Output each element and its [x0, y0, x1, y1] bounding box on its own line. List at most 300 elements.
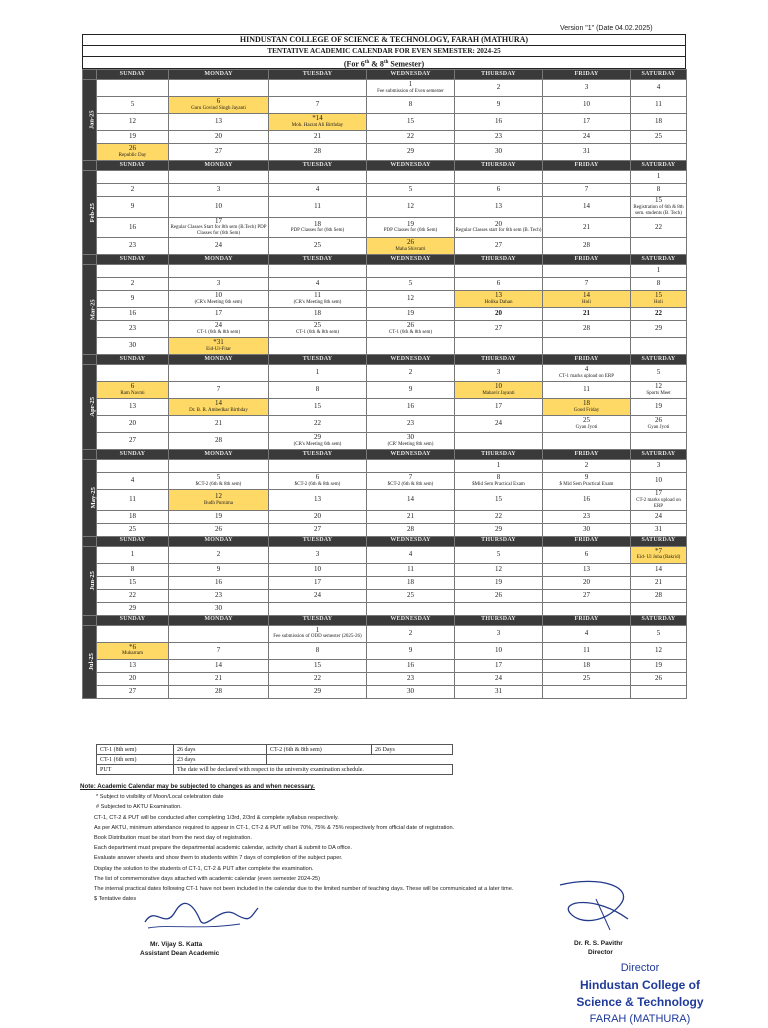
day-cell: [631, 510, 687, 523]
day-cell: [543, 171, 631, 184]
day-cell: [631, 460, 687, 473]
day-number: 2: [496, 83, 501, 92]
day-cell: [631, 321, 687, 338]
day-cell: [367, 382, 455, 399]
day-cell: [543, 131, 631, 144]
day-number: 20: [495, 219, 502, 228]
day-header-wednesday: WEDNESDAY: [367, 255, 455, 265]
week-row: [83, 197, 687, 218]
day-note: Registration of 6th & 8th sem. students (B. Tech): [633, 204, 684, 216]
day-header-friday: FRIDAY: [543, 355, 631, 365]
note-line: Note: Academic Calendar may be subjected to changes as and when necessary.: [80, 783, 315, 790]
day-cell: [543, 659, 631, 672]
week-row: [83, 238, 687, 255]
day-cell: [631, 291, 687, 308]
day-cell: [631, 602, 687, 615]
day-header-row: [83, 355, 687, 365]
day-cell: [455, 365, 543, 382]
day-number: 8: [656, 185, 661, 194]
day-cell: [455, 197, 543, 218]
put-label: PUT: [97, 765, 174, 775]
day-cell: [169, 399, 269, 416]
day-note: (CR's Meeting 6th sem): [293, 441, 342, 447]
day-number: 17: [314, 577, 321, 586]
day-number: 11: [655, 100, 662, 109]
day-header-tuesday: TUESDAY: [269, 536, 367, 546]
day-number: 9: [216, 564, 221, 573]
day-cell: [97, 308, 169, 321]
note-line: Evaluate answer sheets and show them to students within 7 days of completion of the subject paper.: [94, 855, 343, 862]
day-number: 13: [129, 402, 136, 411]
day-cell: [367, 642, 455, 659]
week-row: [83, 338, 687, 355]
day-number: 26: [407, 238, 414, 247]
day-number: 27: [583, 590, 590, 599]
day-number: 8: [408, 100, 413, 109]
week-row: [83, 563, 687, 576]
day-cell: [455, 171, 543, 184]
day-cell: [97, 131, 169, 144]
day-header-saturday: SATURDAY: [631, 70, 687, 80]
day-header-friday: FRIDAY: [543, 70, 631, 80]
day-cell: [367, 659, 455, 672]
day-number: 17: [215, 216, 222, 225]
day-header-sunday: SUNDAY: [97, 450, 169, 460]
day-note: $Mid Sem Practical Exam: [472, 481, 525, 487]
week-row: [83, 217, 687, 238]
day-cell: [97, 625, 169, 642]
day-number: 22: [314, 673, 321, 682]
day-cell: [455, 399, 543, 416]
week-row: [83, 625, 687, 642]
day-cell: [631, 217, 687, 238]
day-note: Eid- Ul Juha (Bakrid): [636, 555, 681, 561]
day-header-saturday: SATURDAY: [631, 255, 687, 265]
day-cell: [455, 321, 543, 338]
day-cell: [169, 144, 269, 161]
note-line: # Subjected to AKTU Examination.: [96, 804, 182, 811]
day-number: 11: [129, 495, 136, 503]
day-cell: [543, 473, 631, 490]
day-cell: [367, 510, 455, 523]
month-label: [83, 625, 97, 698]
day-number: 20: [583, 577, 590, 586]
day-cell: [455, 642, 543, 659]
day-number: 30: [129, 341, 136, 350]
day-header-tuesday: TUESDAY: [269, 161, 367, 171]
day-number: 25: [314, 321, 321, 330]
week-row: [83, 171, 687, 184]
day-cell: [169, 184, 269, 197]
day-cell: [169, 490, 269, 511]
day-number: 28: [583, 241, 590, 250]
day-number: 12: [407, 202, 414, 210]
day-number: 13: [314, 495, 321, 503]
day-number: 16: [407, 402, 414, 411]
day-number: 25: [583, 416, 590, 425]
day-header-friday: FRIDAY: [543, 255, 631, 265]
day-number: 25: [583, 673, 590, 682]
day-cell: [543, 278, 631, 291]
day-cell: [543, 685, 631, 698]
day-cell: [169, 589, 269, 602]
day-cell: [169, 321, 269, 338]
day-cell: [97, 589, 169, 602]
day-number: 21: [314, 132, 321, 141]
day-cell: [455, 238, 543, 255]
ct1-8-label: CT-1 (8th sem): [97, 745, 174, 755]
day-number: 11: [583, 385, 590, 394]
day-number: 17: [655, 489, 662, 497]
day-header-thursday: THURSDAY: [455, 355, 543, 365]
day-cell: [269, 131, 367, 144]
day-cell: [367, 672, 455, 685]
right-signer-name: Dr. R. S. Pavithr: [574, 940, 623, 947]
day-number: 9: [584, 473, 589, 482]
day-cell: [543, 602, 631, 615]
day-cell: [169, 308, 269, 321]
day-number: 7: [315, 100, 320, 109]
day-number: 19: [129, 132, 136, 141]
day-cell: [543, 625, 631, 642]
day-number: 9: [130, 294, 135, 303]
day-cell: [543, 80, 631, 97]
day-number: 2: [216, 549, 221, 558]
day-cell: [631, 338, 687, 355]
ct2-label: CT-2 (6th & 8th sem): [267, 745, 372, 755]
day-number: 25: [407, 590, 414, 599]
day-cell: [455, 184, 543, 197]
day-cell: [367, 460, 455, 473]
day-cell: [631, 278, 687, 291]
day-number: 7: [408, 473, 413, 482]
left-signer-name: Mr. Vijay S. Katta: [150, 941, 203, 948]
day-note: Holi: [654, 299, 663, 305]
day-note: CT-2 marks upload on ERP: [636, 497, 681, 509]
day-number: 25: [314, 241, 321, 250]
day-cell: [269, 399, 367, 416]
day-cell: [169, 460, 269, 473]
day-cell: [97, 338, 169, 355]
day-note: Budh Purnima: [203, 500, 234, 506]
day-number: 23: [215, 590, 222, 599]
day-number: 28: [314, 147, 321, 156]
day-number: 9: [130, 202, 135, 210]
day-number: 11: [583, 645, 590, 654]
day-cell: [367, 433, 455, 450]
day-cell: [543, 589, 631, 602]
day-note: $CT-2 (6th & 8th sem): [294, 481, 341, 487]
day-note: Fee submission of ODD semester (2025-26): [273, 634, 362, 640]
day-note: Holika Dahan: [484, 299, 513, 305]
day-number: 29: [407, 147, 414, 156]
day-cell: [269, 625, 367, 642]
day-cell: [455, 672, 543, 685]
day-number: 15: [655, 196, 662, 204]
day-number: 13: [583, 564, 590, 573]
header-corner: [83, 450, 97, 460]
day-number: *14: [312, 114, 323, 123]
day-cell: [455, 510, 543, 523]
day-number: 10: [655, 476, 662, 485]
day-cell: [543, 416, 631, 433]
day-number: 21: [215, 419, 222, 428]
day-number: 8: [130, 564, 135, 573]
day-number: 1: [656, 172, 661, 181]
day-header-monday: MONDAY: [169, 450, 269, 460]
month-label-text: May-25: [89, 487, 97, 509]
day-number: 5: [216, 473, 221, 482]
day-cell: [367, 563, 455, 576]
day-number: 26: [129, 144, 136, 153]
day-cell: [169, 473, 269, 490]
day-cell: [97, 576, 169, 589]
day-cell: [455, 308, 543, 321]
day-cell: [631, 490, 687, 511]
day-cell: [631, 171, 687, 184]
day-cell: [543, 576, 631, 589]
day-cell: [367, 131, 455, 144]
day-number: 8: [315, 645, 320, 654]
day-cell: [97, 97, 169, 114]
day-cell: [269, 80, 367, 97]
day-cell: [97, 382, 169, 399]
day-cell: [269, 672, 367, 685]
day-cell: [97, 523, 169, 536]
day-header-monday: MONDAY: [169, 615, 269, 625]
day-cell: [455, 523, 543, 536]
semester-label: (For 6th & 8th Semester): [83, 56, 685, 68]
day-number: 3: [496, 368, 501, 377]
note-line: As per AKTU, minimum attendance required to appear in CT-1, CT-2 & PUT will be 70%, 75% & 75% respectively from official date of registration.: [94, 824, 455, 831]
day-number: 2: [584, 461, 589, 470]
day-number: 7: [216, 645, 221, 654]
day-number: 22: [314, 419, 321, 428]
day-number: 18: [583, 660, 590, 669]
day-cell: [455, 382, 543, 399]
day-cell: [543, 97, 631, 114]
day-cell: [97, 490, 169, 511]
day-number: 4: [656, 83, 661, 92]
day-header-row: [83, 536, 687, 546]
day-note: Dr. B. R. Ambedkar Birthday: [189, 407, 248, 413]
day-cell: [543, 672, 631, 685]
day-cell: [543, 338, 631, 355]
day-number: *31: [213, 338, 224, 347]
week-row: [83, 510, 687, 523]
day-header-thursday: THURSDAY: [455, 536, 543, 546]
day-header-thursday: THURSDAY: [455, 255, 543, 265]
day-cell: [367, 291, 455, 308]
day-cell: [455, 217, 543, 238]
day-number: 13: [215, 117, 222, 126]
week-row: [83, 546, 687, 563]
day-cell: [367, 144, 455, 161]
day-header-wednesday: WEDNESDAY: [367, 355, 455, 365]
version-label: Version "1" (Date 04.02.2025): [560, 25, 653, 32]
day-number: 23: [495, 132, 502, 141]
day-header-row: [83, 255, 687, 265]
day-cell: [455, 659, 543, 672]
day-cell: [269, 197, 367, 218]
day-number: 24: [215, 241, 222, 250]
day-note: Republic Day: [118, 152, 147, 158]
day-cell: [631, 546, 687, 563]
day-cell: [169, 563, 269, 576]
day-number: 22: [655, 309, 662, 318]
day-header-row: [83, 161, 687, 171]
day-note: Muharram: [121, 651, 144, 657]
day-header-friday: FRIDAY: [543, 450, 631, 460]
week-row: [83, 460, 687, 473]
day-cell: [367, 416, 455, 433]
stamp-line-4: FARAH (MATHURA): [589, 1013, 691, 1025]
day-number: 5: [408, 279, 413, 288]
day-cell: [269, 184, 367, 197]
day-number: 12: [495, 564, 502, 573]
day-note: $CT-2 (6th & 8th sem): [387, 481, 434, 487]
day-cell: [455, 546, 543, 563]
day-cell: [543, 197, 631, 218]
day-number: 10: [495, 645, 502, 654]
day-cell: [269, 278, 367, 291]
day-number: 27: [495, 241, 502, 250]
day-number: 5: [496, 549, 501, 558]
day-cell: [367, 338, 455, 355]
day-cell: [543, 546, 631, 563]
day-number: 14: [583, 202, 590, 210]
week-row: [83, 382, 687, 399]
day-note: Regular Classes Start for 8th sem (B.Tech) PDP Classes for (6th Sem): [170, 225, 267, 236]
day-number: 28: [407, 524, 414, 533]
day-cell: [367, 184, 455, 197]
week-row: [83, 365, 687, 382]
day-cell: [97, 642, 169, 659]
day-number: 11: [407, 564, 414, 573]
day-number: 3: [315, 549, 320, 558]
ct1-8-days: 26 days: [174, 745, 267, 755]
day-cell: [169, 238, 269, 255]
day-cell: [367, 238, 455, 255]
day-number: 24: [314, 590, 321, 599]
day-note: Guru Govind Singh Jayanti: [191, 105, 246, 111]
day-cell: [97, 546, 169, 563]
day-cell: [455, 625, 543, 642]
day-number: 31: [583, 147, 590, 156]
header-corner: [83, 161, 97, 171]
day-number: 20: [495, 309, 502, 318]
day-number: *6: [129, 642, 136, 651]
month-label: [83, 265, 97, 355]
day-cell: [543, 114, 631, 131]
day-number: 15: [314, 660, 321, 669]
day-cell: [367, 217, 455, 238]
day-number: 5: [130, 100, 135, 109]
day-cell: [631, 523, 687, 536]
day-note: PDP Classes for (6th Sem): [383, 228, 438, 233]
day-number: 21: [215, 673, 222, 682]
week-row: [83, 321, 687, 338]
day-cell: [455, 97, 543, 114]
day-cell: [269, 217, 367, 238]
day-cell: [169, 80, 269, 97]
day-cell: [543, 238, 631, 255]
week-row: [83, 291, 687, 308]
day-cell: [97, 238, 169, 255]
day-note: Fee submission of Even semester: [377, 88, 444, 94]
day-number: 22: [407, 132, 414, 141]
day-number: 26: [495, 590, 502, 599]
week-row: [83, 184, 687, 197]
day-header-sunday: SUNDAY: [97, 615, 169, 625]
day-cell: [367, 399, 455, 416]
day-number: 1: [496, 461, 501, 470]
note-line: * Subject to visibility of Moon/Local celebration date: [96, 794, 224, 801]
day-cell: [631, 131, 687, 144]
day-number: 10: [215, 291, 222, 300]
day-number: 12: [655, 645, 662, 654]
week-row: [83, 114, 687, 131]
day-number: 19: [407, 309, 414, 318]
day-cell: [97, 291, 169, 308]
day-cell: [631, 80, 687, 97]
day-number: 16: [583, 495, 590, 503]
day-cell: [367, 171, 455, 184]
day-cell: [169, 278, 269, 291]
day-number: 29: [314, 686, 321, 695]
day-cell: [543, 382, 631, 399]
month-label: [83, 365, 97, 450]
day-number: 27: [129, 686, 136, 695]
day-number: 6: [315, 473, 320, 482]
day-cell: [169, 382, 269, 399]
week-row: [83, 80, 687, 97]
day-cell: [269, 490, 367, 511]
day-number: 31: [655, 524, 662, 533]
day-number: 22: [655, 222, 662, 231]
day-cell: [455, 265, 543, 278]
header-corner: [83, 536, 97, 546]
day-header-monday: MONDAY: [169, 255, 269, 265]
day-cell: [455, 338, 543, 355]
day-number: 4: [584, 628, 589, 637]
day-number: 26: [407, 321, 414, 330]
day-cell: [367, 602, 455, 615]
day-note: (CR's Meeting 8th sem): [293, 299, 342, 305]
day-number: 8: [656, 279, 661, 288]
day-cell: [455, 602, 543, 615]
day-number: 16: [129, 309, 136, 318]
header-corner: [83, 615, 97, 625]
day-cell: [631, 382, 687, 399]
left-signer-title: Assistant Dean Academic: [140, 950, 220, 957]
day-header-friday: FRIDAY: [543, 536, 631, 546]
note-line: Each department must prepare the departmental academic calendar, activity chart & submit to DA office.: [94, 845, 352, 852]
day-header-friday: FRIDAY: [543, 615, 631, 625]
day-cell: [169, 365, 269, 382]
day-number: 27: [129, 436, 136, 445]
day-cell: [543, 399, 631, 416]
day-cell: [543, 563, 631, 576]
day-number: 14: [215, 399, 222, 408]
day-number: 5: [656, 368, 661, 377]
header-corner: [83, 255, 97, 265]
day-note: Gyan Jyoti: [647, 424, 670, 430]
month-label-text: Feb-25: [88, 202, 96, 223]
day-note: (CR' Meeting 8th sem): [387, 441, 434, 447]
day-cell: [269, 365, 367, 382]
ct-summary-table: [96, 744, 453, 775]
